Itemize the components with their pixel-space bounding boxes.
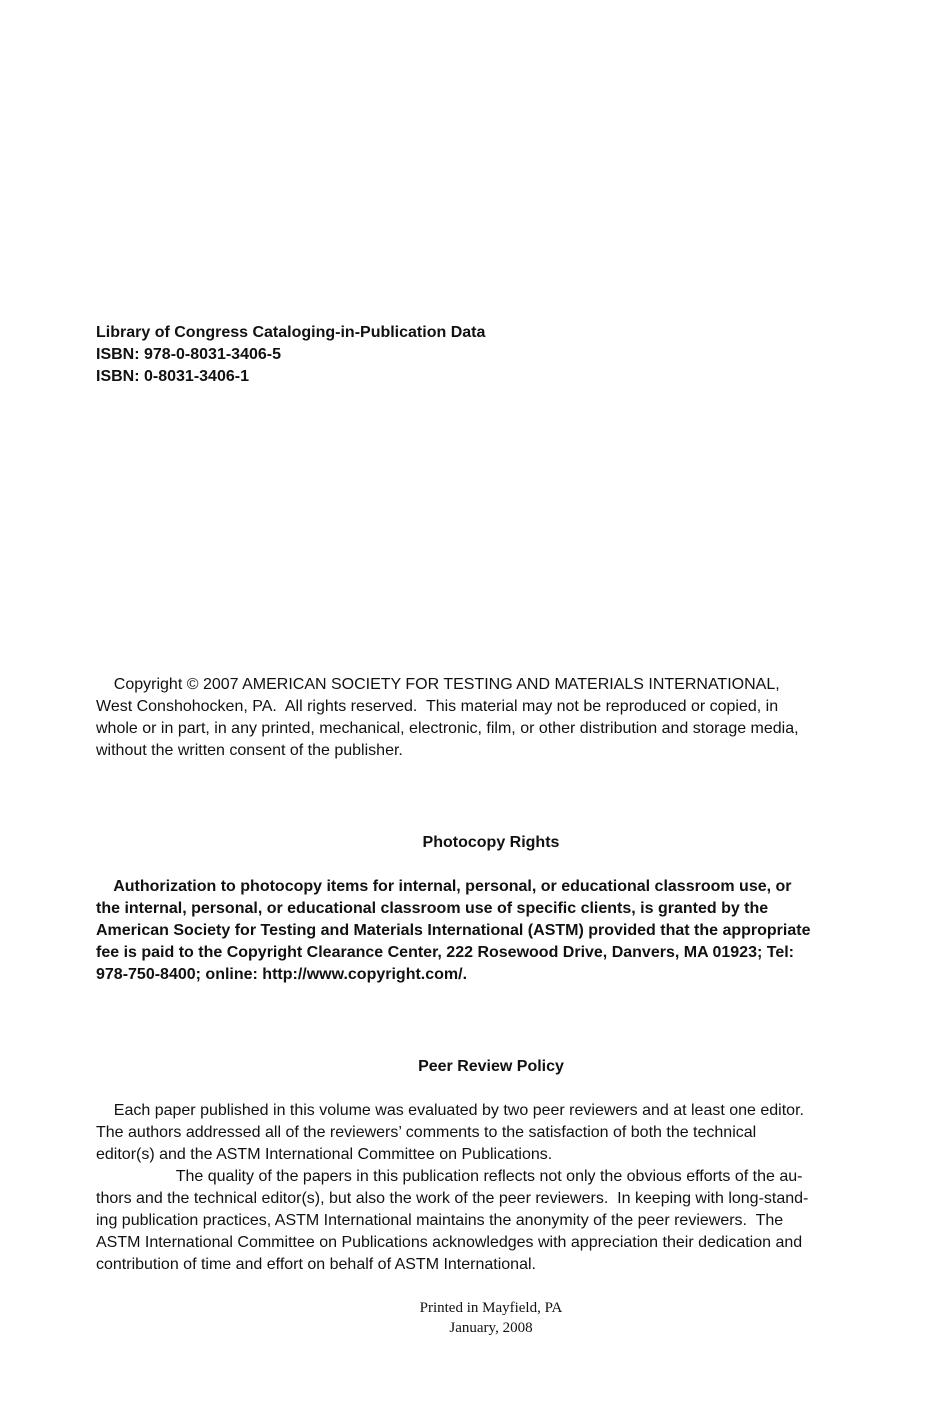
copyright-line: West Conshohocken, PA. All rights reserved. This material may not be reproduced or copied, in	[96, 698, 779, 715]
peer-review-line: thors and the technical editor(s), but also the work of the peer reviewers. In keeping with long-stand-	[96, 1190, 809, 1207]
cataloging-in-publication-block	[96, 322, 886, 388]
section-heading: Photocopy Rights	[422, 834, 560, 851]
photocopy-line: fee is paid to the Copyright Clearance Center, 222 Rosewood Drive, Danvers, MA 01923; Tel:	[96, 944, 794, 961]
copyright-line: without the written consent of the publisher.	[96, 742, 403, 759]
isbn-10: ISBN: 0-8031-3406-1	[96, 368, 249, 385]
peer-review-line: ASTM International Committee on Publications acknowledges with appreciation their dedication and	[96, 1234, 803, 1251]
cip-title: Library of Congress Cataloging-in-Publication Data	[96, 324, 486, 341]
peer-review-line: editor(s) and the ASTM International Committee on Publications.	[96, 1146, 553, 1163]
peer-review-line: The authors addressed all of the reviewers’ comments to the satisfaction of both the technical	[96, 1124, 757, 1141]
peer-review-line: The quality of the papers in this publication reflects not only the obvious efforts of the au-	[96, 1168, 803, 1185]
printing-info	[96, 1298, 886, 1338]
copyright-notice	[96, 674, 886, 762]
isbn-13: ISBN: 978-0-8031-3406-5	[96, 346, 281, 363]
photocopy-rights-heading	[96, 832, 886, 854]
peer-review-body	[96, 1100, 886, 1276]
photocopy-line: the internal, personal, or educational classroom use of specific clients, is granted by the	[96, 900, 769, 917]
printed-place: Printed in Mayfield, PA	[419, 1300, 563, 1316]
peer-review-line: Each paper published in this volume was evaluated by two peer reviewers and at least one editor.	[96, 1102, 804, 1119]
copyright-line: Copyright © 2007 AMERICAN SOCIETY FOR TESTING AND MATERIALS INTERNATIONAL,	[96, 676, 780, 693]
peer-review-heading	[96, 1056, 886, 1078]
photocopy-line: 978-750-8400; online: http://www.copyright.com/.	[96, 966, 468, 983]
photocopy-line: American Society for Testing and Materials International (ASTM) provided that the appropriate	[96, 922, 811, 939]
section-heading: Peer Review Policy	[418, 1058, 564, 1075]
printed-date: January, 2008	[449, 1320, 533, 1336]
photocopy-line: Authorization to photocopy items for internal, personal, or educational classroom use, or	[96, 878, 792, 895]
peer-review-line: contribution of time and effort on behalf of ASTM International.	[96, 1256, 536, 1273]
copyright-line: whole or in part, in any printed, mechanical, electronic, film, or other distribution and storage media,	[96, 720, 799, 737]
photocopy-rights-body	[96, 876, 886, 986]
peer-review-line: ing publication practices, ASTM International maintains the anonymity of the peer reviewers. The	[96, 1212, 784, 1229]
